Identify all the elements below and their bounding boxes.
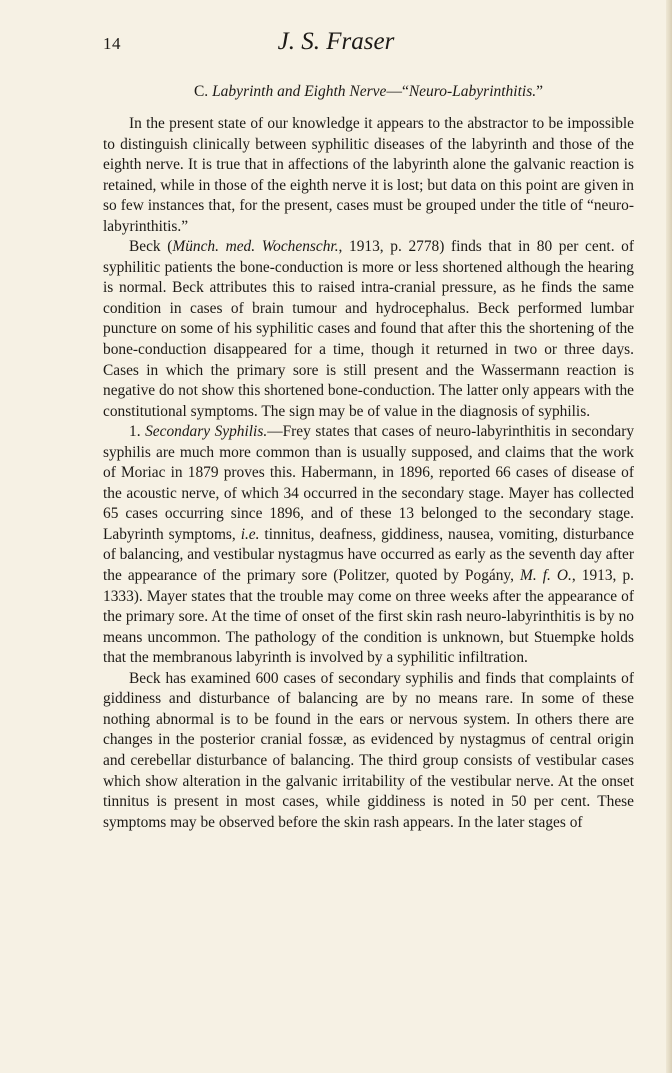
section-title: Labyrinth and Eighth Nerve: [212, 83, 387, 100]
page-header: [0, 28, 672, 62]
section-label: C.: [193, 83, 209, 100]
paragraph-beck-600-cases: Beck has examined 600 cases of secondary syphilis and finds that complaints of giddiness and disturbance of balancing are by no means rare. In some of these nothing abnormal is to be found in the ears or nervous system. In others there are changes in the posterior cranial fossæ, as evidenced by nystagmus of central origin and cerebellar disturbance of balancing. The third group consists of vestibular cases which show alteration in the galvanic irritability of the vestibular nerve. At the onset tinnitus is present in most cases, while giddiness is noted in 50 per cent. These symptoms may be observed before the skin rash appears. In the later stages of: [103, 669, 634, 831]
body-text: [103, 114, 634, 833]
subsection-number: 1.: [129, 423, 146, 441]
running-head-author: J. S. Fraser: [277, 28, 395, 55]
para2-pre: Beck (: [129, 238, 173, 256]
page-edge-shadow: [666, 0, 672, 1073]
subsection-title: Secondary Syphilis.: [145, 423, 268, 441]
para3-part1: —Frey states that cases of neuro-labyrinthitis in secondary syphilis are much more common than is usually supposed, and claims that the work of Moriac in 1879 proves this. Habermann, in 1896, reported 66 cases of disease of the acoustic nerve, of which 34 occurred in the secondary stage. Mayer has collected 65 cases occurring since 1896, and of these 13 belonged to the secondary stage. Labyrinth symptoms,: [103, 423, 635, 543]
paragraph-intro: In the present state of our knowledge it appears to the abstractor to be impossible to distinguish clinically between syphilitic diseases of the labyrinth and those of the eighth nerve. It is true that in affections of the labyrinth alone the galvanic reaction is retained, while in those of the eighth nerve it is lost; but data on this point are given in so few instances that, for the present, cases must be grouped under the title of “neuro-labyrinthitis.”: [103, 115, 634, 235]
para3-part2: tinnitus, deafness, giddiness, nausea, vomiting, disturbance of balancing, and vestibular nystagmus have occurred as early as the seventh day after the appearance of the primary sore (Politzer, quoted by Pogány,: [103, 525, 634, 585]
citation-munch-med: Münch. med. Wochenschr.: [172, 238, 339, 256]
paragraph-beck-bone-conduction: [103, 237, 634, 422]
page-number: 14: [103, 34, 121, 53]
section-subtitle: Neuro-Labyrinthitis.: [408, 83, 537, 100]
section-dash-quote: —“: [386, 83, 409, 100]
para2-post: , 1913, p. 2778) finds that in 80 per cent. of syphilitic patients the bone-conduction is more or less shortened although the hearing is normal. Beck attributes this to raised intra-cranial pressure, as he finds the same condition in cases of brain tumour and hydrocephalus. Beck performed lumbar puncture on some of his syphilitic cases and found that after this the shortening of the bone-conduction disappeared for a time, though it returned in two or three days. Cases in which the primary sore is still present and the Wassermann reaction is negative do not show this shortened bone-conduction. The latter only appears with the constitutional symptoms. The sign may be of value in the diagnosis of syphilis.: [103, 238, 634, 420]
para3-part3: , 1913, p. 1333). Mayer states that the trouble may come on three weeks after the appearance of the primary sore. At the time of onset of the first skin rash neuro-labyrinthitis is by no means uncommon. The pathology of the condition is unknown, but Stuempke holds that the membranous labyrinth is involved by a syphilitic infiltration.: [103, 567, 634, 667]
section-close-quote: ”: [536, 83, 544, 100]
section-heading: [103, 83, 634, 101]
citation-mfo: M. f. O.: [520, 567, 572, 585]
paragraph-secondary-syphilis: [103, 422, 634, 669]
abbrev-ie: i.e.: [240, 525, 260, 543]
